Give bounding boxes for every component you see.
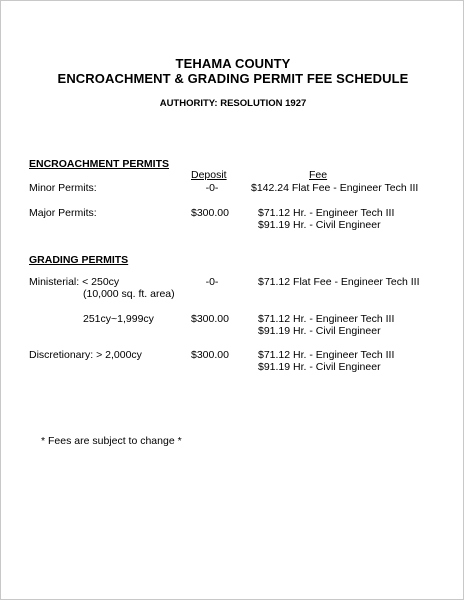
encroachment-heading: ENCROACHMENT PERMITS: [29, 158, 170, 170]
mid-range-fee-2: $91.19 Hr. - Civil Engineer: [258, 325, 381, 337]
major-permits-fee-2: $91.19 Hr. - Civil Engineer: [258, 219, 381, 231]
grading-heading: GRADING PERMITS: [29, 254, 129, 266]
county-title: TEHAMA COUNTY: [175, 56, 291, 71]
schedule-title: ENCROACHMENT & GRADING PERMIT FEE SCHEDULE: [57, 71, 409, 86]
ministerial-label: Ministerial: < 250cy: [29, 276, 120, 288]
discretionary-fee-1: $71.12 Hr. - Engineer Tech III: [258, 349, 395, 361]
mid-range-label: 251cy~1,999cy: [83, 313, 154, 325]
ministerial-fee: $71.12 Flat Fee - Engineer Tech III: [258, 276, 420, 288]
mid-range-deposit: $300.00: [191, 313, 229, 325]
minor-permits-label: Minor Permits:: [29, 182, 97, 194]
deposit-column-header: Deposit: [191, 169, 227, 181]
discretionary-fee-2: $91.19 Hr. - Civil Engineer: [258, 361, 381, 373]
ministerial-sublabel: (10,000 sq. ft. area): [83, 288, 175, 300]
major-permits-fee-1: $71.12 Hr. - Engineer Tech III: [258, 207, 395, 219]
major-permits-label: Major Permits:: [29, 207, 97, 219]
minor-permits-deposit: -0-: [205, 182, 219, 194]
minor-permits-fee: $142.24 Flat Fee - Engineer Tech III: [251, 182, 419, 194]
discretionary-deposit: $300.00: [191, 349, 229, 361]
major-permits-deposit: $300.00: [191, 207, 229, 219]
discretionary-label: Discretionary: > 2,000cy: [29, 349, 142, 361]
ministerial-deposit: -0-: [205, 276, 219, 288]
fees-change-note: * Fees are subject to change *: [41, 435, 182, 447]
fee-column-header: Fee: [309, 169, 328, 181]
authority-line: AUTHORITY: RESOLUTION 1927: [159, 98, 307, 109]
mid-range-fee-1: $71.12 Hr. - Engineer Tech III: [258, 313, 395, 325]
